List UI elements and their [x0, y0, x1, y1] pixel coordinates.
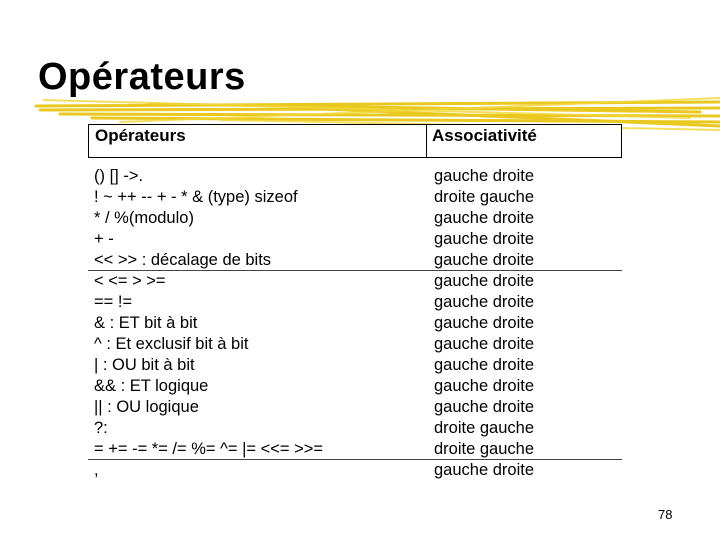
associativity-cell: gauche droite	[434, 167, 534, 185]
page-number: 78	[658, 507, 673, 522]
operator-cell: = += -= *= /= %= ^= |= <<= >>=	[94, 440, 323, 458]
table-row	[88, 166, 622, 187]
associativity-cell: droite gauche	[434, 419, 534, 437]
table-row	[88, 376, 622, 397]
table-row	[88, 292, 622, 313]
table-row	[88, 229, 622, 250]
associativity-cell: droite gauche	[434, 188, 534, 206]
operator-cell: ?:	[94, 419, 108, 437]
operator-cell: () [] ->.	[94, 167, 144, 185]
table-row	[88, 460, 622, 481]
operator-cell: < <= > >=	[94, 272, 166, 290]
operator-cell: && : ET logique	[94, 377, 209, 395]
operator-cell: == !=	[94, 293, 133, 311]
table-header	[88, 124, 622, 158]
associativity-cell: gauche droite	[434, 461, 534, 479]
slide-title: Opérateurs	[38, 56, 246, 98]
row-divider	[88, 270, 622, 271]
associativity-cell: gauche droite	[434, 230, 534, 248]
table-row	[88, 250, 622, 271]
table-row	[88, 397, 622, 418]
row-divider	[88, 459, 622, 460]
table-row	[88, 208, 622, 229]
associativity-cell: gauche droite	[434, 314, 534, 332]
associativity-cell: gauche droite	[434, 293, 534, 311]
table-row	[88, 334, 622, 355]
operator-cell: || : OU logique	[94, 398, 199, 416]
operator-cell: & : ET bit à bit	[94, 314, 198, 332]
operator-cell: | : OU bit à bit	[94, 356, 195, 374]
operator-cell: ^ : Et exclusif bit à bit	[94, 335, 249, 353]
associativity-cell: gauche droite	[434, 272, 534, 290]
associativity-cell: gauche droite	[434, 377, 534, 395]
table-row	[88, 313, 622, 334]
operator-cell: ,	[94, 461, 99, 479]
operator-cell: * / %(modulo)	[94, 209, 194, 227]
associativity-cell: gauche droite	[434, 398, 534, 416]
table-row	[88, 418, 622, 439]
header-separator	[426, 125, 427, 157]
table-row	[88, 187, 622, 208]
table-body	[88, 158, 622, 481]
header-operators: Opérateurs	[95, 126, 186, 145]
operator-cell: << >> : décalage de bits	[94, 251, 272, 269]
header-associativity: Associativité	[432, 126, 537, 145]
associativity-cell: gauche droite	[434, 209, 534, 227]
associativity-cell: droite gauche	[434, 440, 534, 458]
operator-cell: + -	[94, 230, 114, 248]
operator-cell: ! ~ ++ -- + - * & (type) sizeof	[94, 188, 298, 206]
table-row	[88, 271, 622, 292]
operators-table	[88, 124, 622, 481]
associativity-cell: gauche droite	[434, 335, 534, 353]
associativity-cell: gauche droite	[434, 251, 534, 269]
associativity-cell: gauche droite	[434, 356, 534, 374]
table-row	[88, 439, 622, 460]
table-row	[88, 355, 622, 376]
